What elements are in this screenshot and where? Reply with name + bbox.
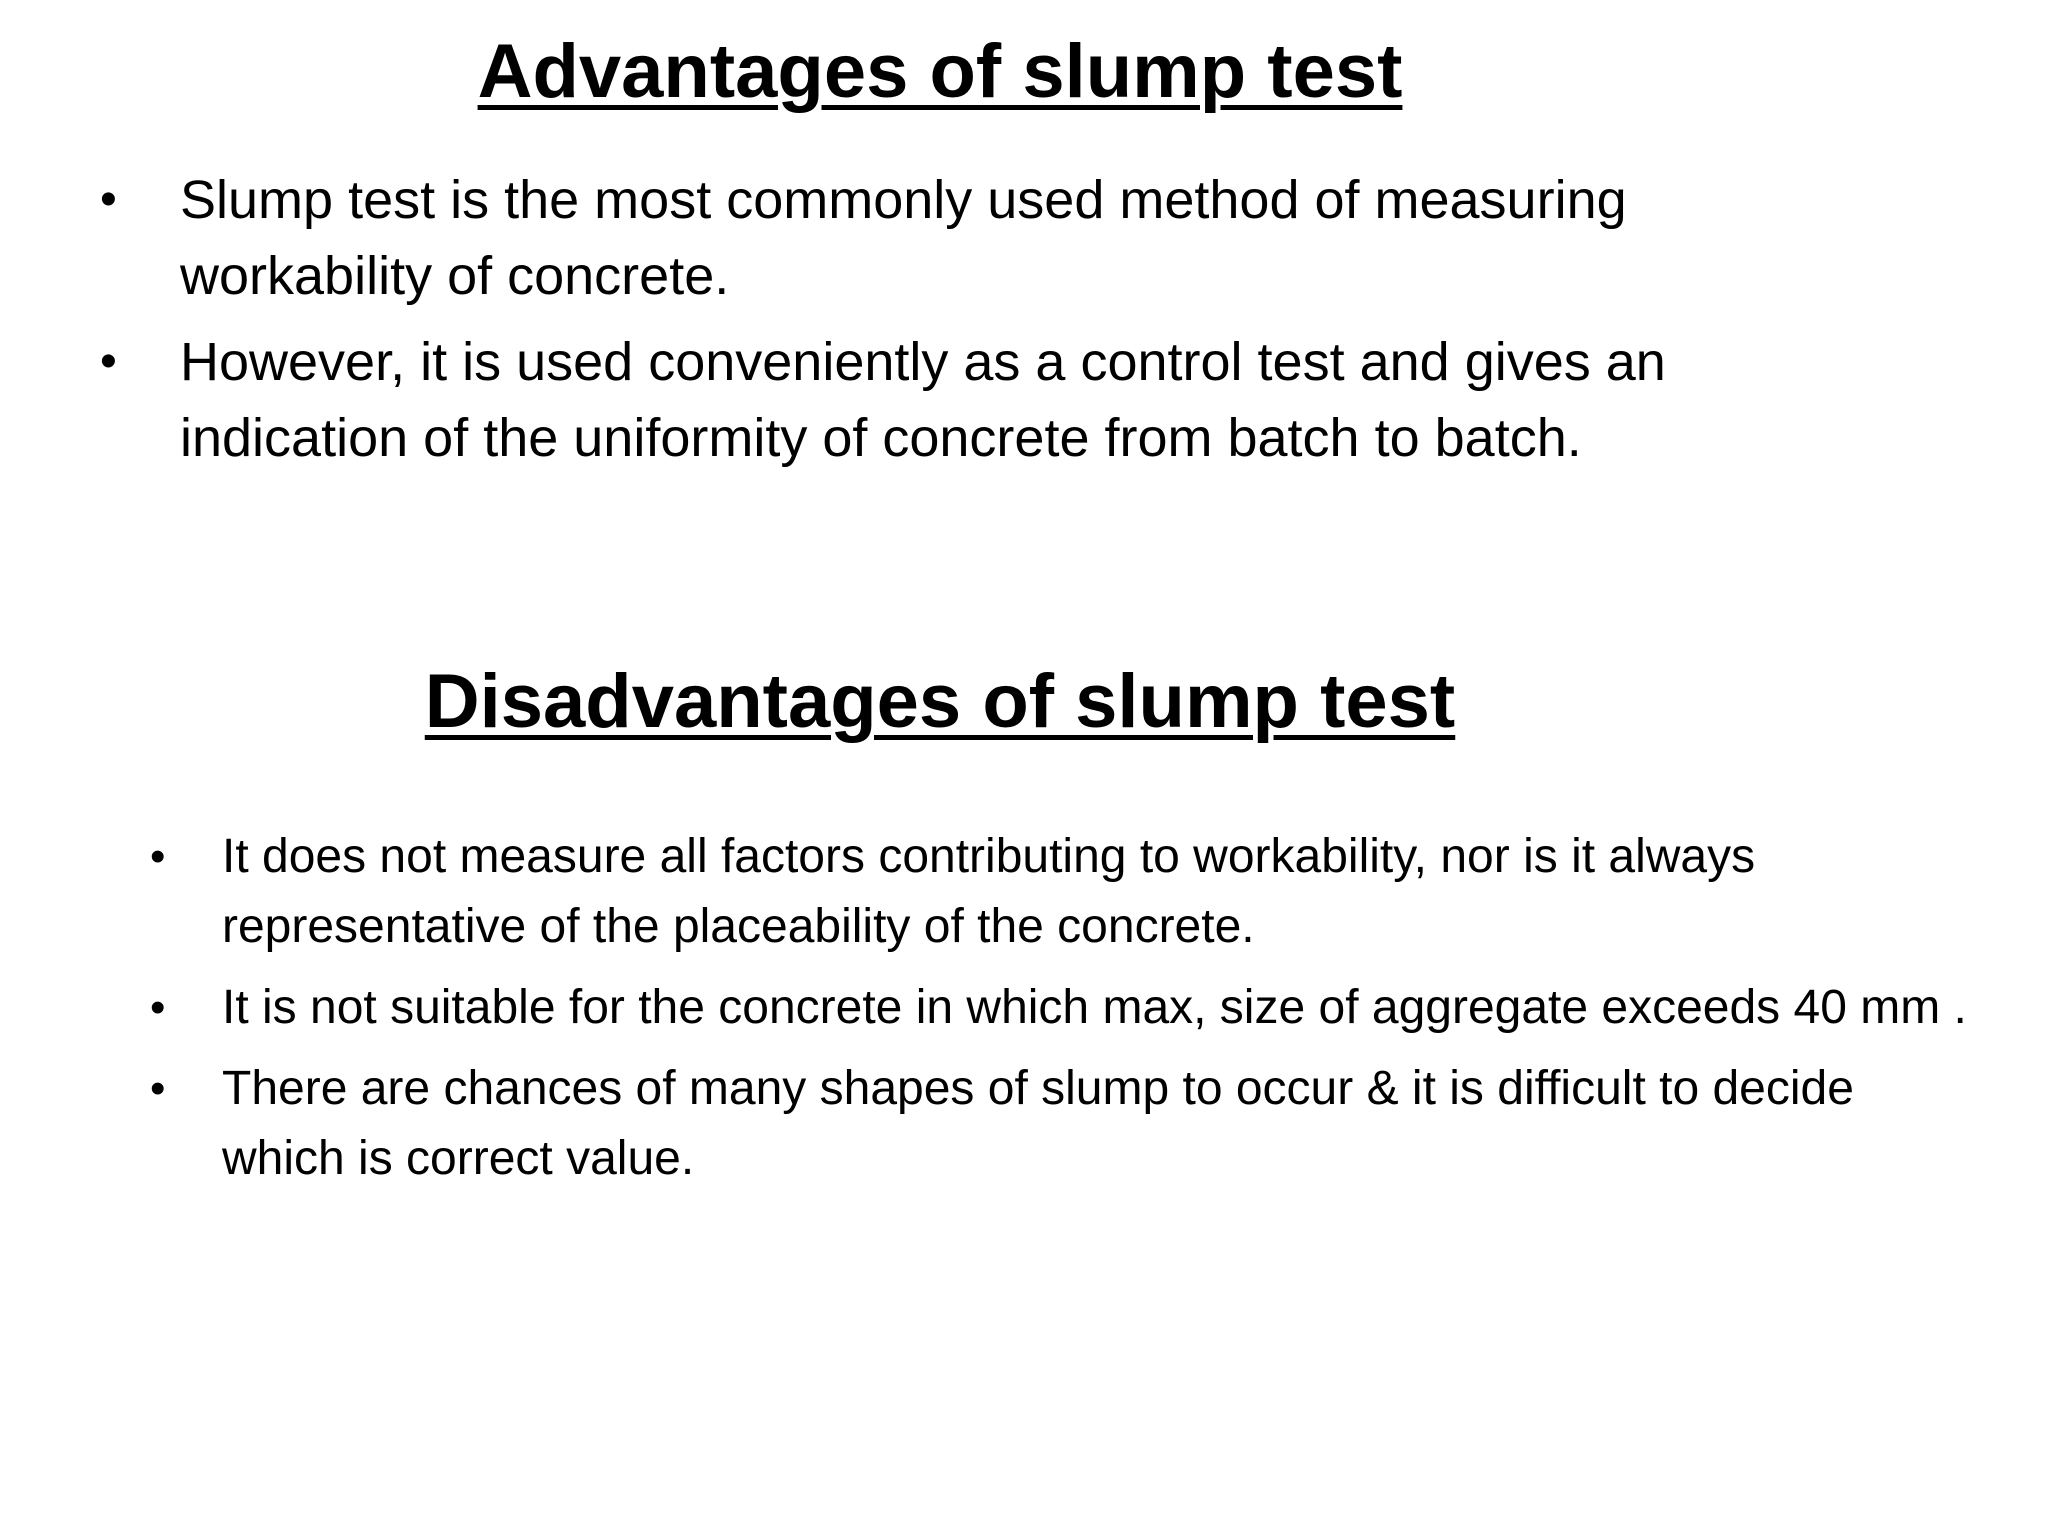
list-item (150, 822, 1970, 962)
bullet-text: There are chances of many shapes of slump to occur & it is difficult to decide which is correct value. (222, 1062, 1854, 1185)
bullet-text: Slump test is the most commonly used method of measuring workability of concrete. (180, 170, 1627, 306)
advantages-heading: Advantages of slump test (477, 29, 1403, 114)
list-item (150, 1054, 1970, 1194)
bullet-icon: • (150, 1064, 166, 1113)
bullet-text: However, it is used conveniently as a control test and gives an indication of the uniformity of concrete from batch to batch. (180, 332, 1666, 468)
list-item (100, 162, 1800, 314)
bullet-icon: • (100, 335, 117, 388)
disadvantages-heading: Disadvantages of slump test (424, 659, 1456, 744)
list-item (150, 973, 1970, 1043)
bullet-icon: • (150, 832, 166, 881)
list-item (100, 324, 1800, 476)
bullet-text: It does not measure all factors contributing to workability, nor is it always representative of the placeability of the concrete. (222, 830, 1756, 953)
disadvantages-list (150, 822, 1970, 1205)
bullet-icon: • (100, 173, 117, 226)
advantages-list (100, 162, 1800, 486)
bullet-text: It is not suitable for the concrete in which max, size of aggregate exceeds 40 mm . (222, 981, 1967, 1034)
bullet-icon: • (150, 983, 166, 1032)
